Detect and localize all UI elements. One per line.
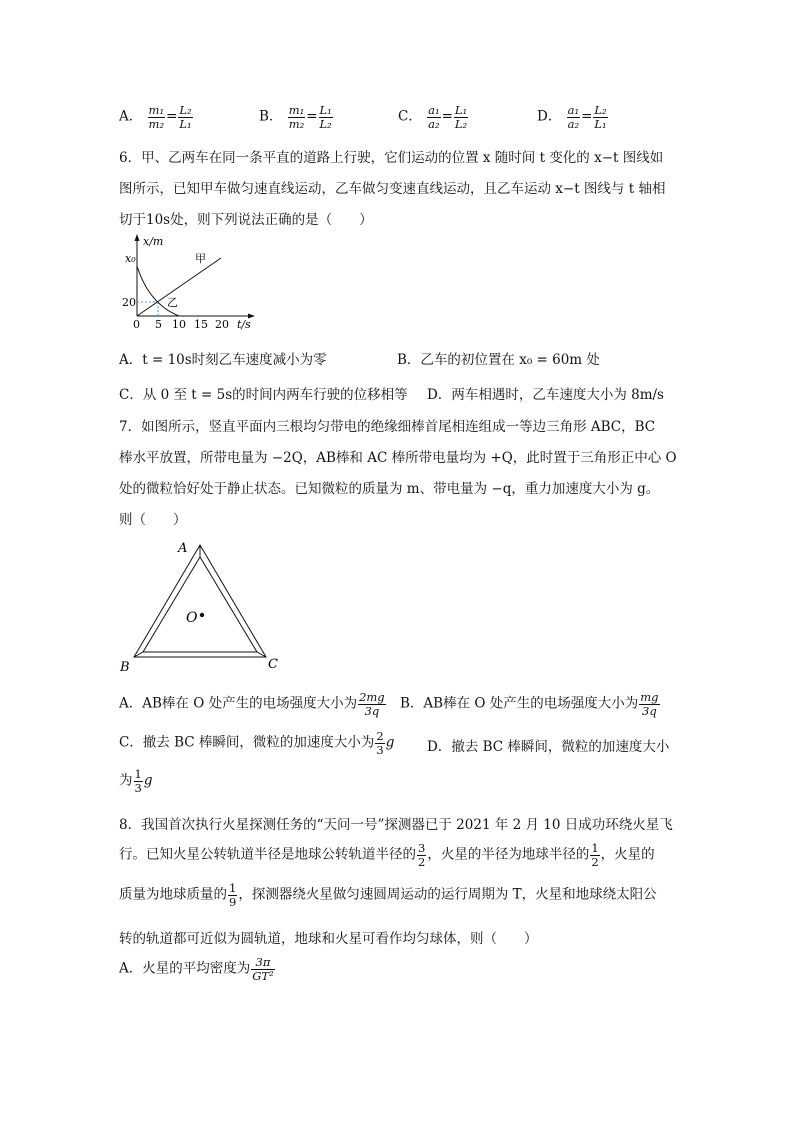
- y-axis-arrow: [135, 234, 140, 241]
- q5-option-a: A． $\frac{\text{m₁}}{\text{m₂}}$ = $\frac{\text{L₂}}{\text{L₁}}$: [119, 103, 192, 131]
- option-label: D．: [537, 108, 562, 125]
- q7-option-c: C．撤去 BC 棒瞬间，微粒的加速度大小为 $\frac{2}{3}$ g: [119, 729, 395, 757]
- vertex-a-label: A: [178, 541, 188, 556]
- q8-stem-line3: 质量为地球质量的 $\frac{1}{9}$ ，探测器绕火星做匀速圆周运动的运行周期为 T，火星和地球绕太阳公: [119, 881, 657, 909]
- x-tick-20: 20: [215, 318, 229, 331]
- q7-stem-line2: 棒水平放置，所带电量为 −2Q，AB棒和 AC 棒所带电量均为 +Q，此时置于三角形正中心 O: [119, 450, 677, 466]
- y-axis-label: x/m: [143, 235, 164, 248]
- tick-20: 20: [122, 296, 136, 309]
- x-tick-0: 0: [133, 318, 140, 331]
- q8-option-a: A．火星的平均密度为 $\frac{3\pi}{\text{GT²}}$: [119, 955, 274, 983]
- q7-stem-line4: 则（ ）: [119, 512, 187, 528]
- q8-stem-line4: 转的轨道都可近似为圆轨道，地球和火星可看作均匀球体，则（ ）: [119, 931, 538, 947]
- x-axis-label: t/s: [237, 318, 251, 331]
- option-label: B．: [259, 108, 283, 125]
- q6-option-c: C．从 0 至 t = 5s的时间内两车行驶的位移相等: [119, 387, 408, 403]
- q6-option-a: A．t = 10s时刻乙车速度减小为零: [119, 352, 327, 368]
- q7-stem-line1: 7．如图所示，竖直平面内三根均匀带电的绝缘细棒首尾相连组成一等边三角形 ABC，BC: [119, 419, 656, 435]
- q5-option-d: D． $\frac{\text{a₁}}{\text{a₂}}$ = $\frac{\text{L₂}}{\text{L₁}}$: [537, 103, 607, 131]
- x-tick-15: 15: [194, 318, 208, 331]
- q6-option-b: B．乙车的初位置在 x₀ = 60m 处: [397, 352, 600, 368]
- q8-stem-line1: 8．我国首次执行火星探测任务的“天问一号”探测器已于 2021 年 2 月 10 日成功环绕火星飞: [119, 817, 673, 833]
- option-label: A．: [119, 108, 143, 125]
- tick-x0: x₀: [125, 252, 136, 265]
- q8-stem-line2: 行。已知火星公转轨道半径是地球公转轨道半径的 $\frac{3}{2}$ ，火星的半径为地球半径的 $\frac{1}{2}$ ，火星的: [119, 841, 655, 869]
- q6-xt-graph: [119, 232, 259, 332]
- line-jia: [137, 258, 221, 316]
- particle-o: [200, 613, 204, 617]
- x-tick-5: 5: [155, 318, 162, 331]
- q7-option-b: B．AB棒在 O 处产生的电场强度大小为 $\frac{mg}{3q}$: [400, 690, 659, 718]
- label-jia: 甲: [195, 252, 206, 265]
- q7-option-d-cont: 为 $\frac{1}{3}$ g: [119, 767, 153, 795]
- x-tick-10: 10: [172, 318, 186, 331]
- triangle-outer: [134, 545, 266, 657]
- q7-option-d: D．撤去 BC 棒瞬间，微粒的加速度大小: [427, 739, 670, 755]
- vertex-c-label: C: [268, 657, 278, 672]
- q5-option-c: C． $\frac{\text{a₁}}{\text{a₂}}$ = $\frac{\text{L₁}}{\text{L₂}}$: [398, 103, 468, 131]
- option-label: C．: [398, 108, 422, 125]
- q6-option-d: D．两车相遇时，乙车速度大小为 8m/s: [427, 387, 664, 403]
- q7-stem-line3: 处的微粒恰好处于静止状态。已知微粒的质量为 m、带电量为 −q，重力加速度大小为 g。: [119, 481, 660, 497]
- q6-stem-line2: 图所示，已知甲车做匀速直线运动，乙车做匀变速直线运动，且乙车运动 x−t 图线与 t 轴相: [119, 181, 666, 197]
- center-o-label: O: [186, 610, 198, 626]
- q5-option-b: B． $\frac{\text{m₁}}{\text{m₂}}$ = $\frac{\text{L₁}}{\text{L₂}}$: [259, 103, 332, 131]
- vertex-b-label: B: [120, 660, 130, 675]
- triangle-inner: [143, 557, 257, 652]
- q7-triangle-figure: [118, 535, 288, 675]
- label-yi: 乙: [167, 296, 178, 309]
- q6-stem-line3: 切于10s处，则下列说法正确的是（ ）: [119, 212, 373, 228]
- q7-option-a: A．AB棒在 O 处产生的电场强度大小为 $\frac{2mg}{3q}$: [119, 690, 385, 718]
- q6-stem-line1: 6．甲、乙两车在同一条平直的道路上行驶，它们运动的位置 x 随时间 t 变化的 x−t 图线如: [119, 150, 664, 166]
